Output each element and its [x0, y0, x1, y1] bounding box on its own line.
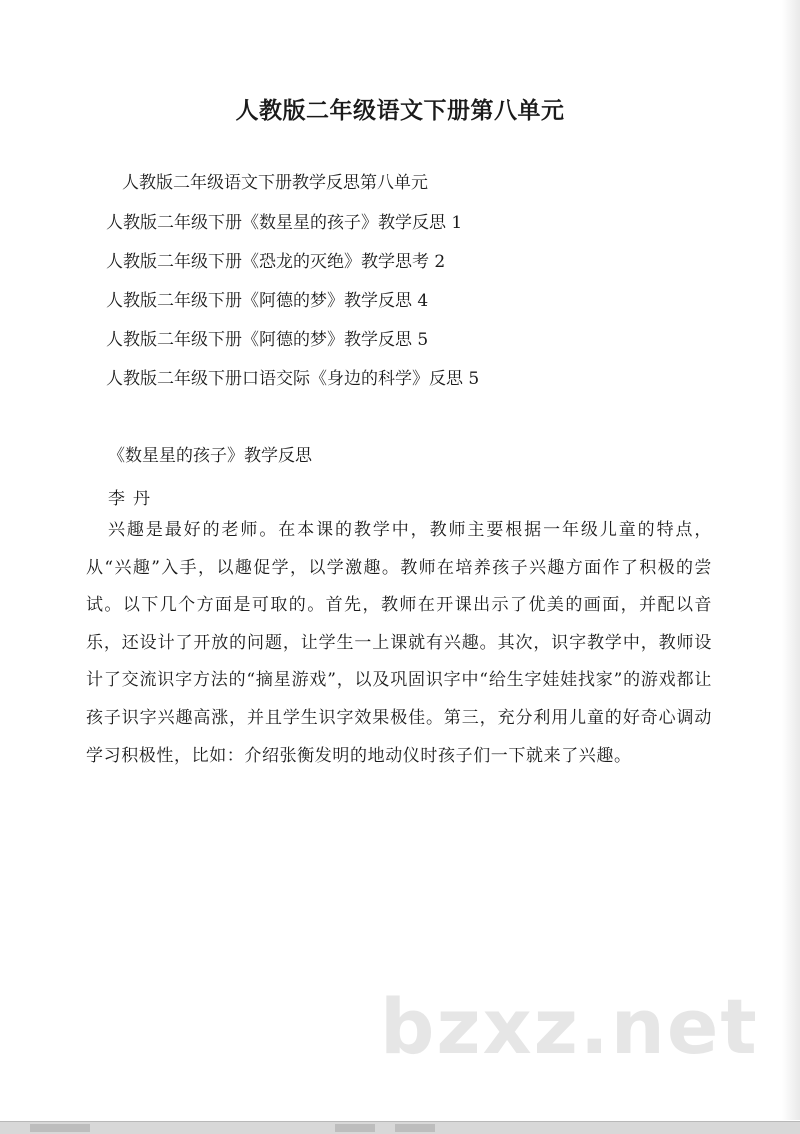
toc-item: 人教版二年级下册《阿德的梦》教学反思 5	[106, 330, 429, 350]
site-watermark: bzxz.net	[380, 982, 759, 1071]
toc-item: 人教版二年级下册《数星星的孩子》教学反思 1	[106, 213, 463, 233]
author-name: 李丹	[108, 489, 158, 509]
page-edge-shadow	[782, 0, 800, 1120]
toc-item: 人教版二年级下册口语交际《身边的科学》反思 5	[106, 369, 480, 389]
toc-item: 人教版二年级下册《恐龙的灭绝》教学思考 2	[106, 252, 446, 272]
toc-heading: 人教版二年级语文下册教学反思第八单元	[122, 173, 428, 193]
bottom-bar-segment	[335, 1124, 375, 1132]
bottom-bar-segment	[395, 1124, 435, 1132]
bottom-bar-segment	[30, 1124, 90, 1132]
viewer-bottom-bar	[0, 1121, 800, 1134]
document-title: 人教版二年级语文下册第八单元	[235, 98, 565, 124]
body-paragraph: 兴趣是最好的老师。在本课的教学中，教师主要根据一年级儿童的特点，从“兴趣”入手，以趣促学，以学激趣。教师在培养孩子兴趣方面作了积极的尝试。以下几个方面是可取的。首先，教师在开课出示了优美的画面，并配以音乐，还设计了开放的问题，让学生一上课就有兴趣。其次，识字教学中，教师设计了交流识字方法的“摘星游戏”，以及巩固识字中“给生字娃娃找家”的游戏都让孩子识字兴趣高涨，并且学生识字效果极佳。第三，充分利用儿童的好奇心调动学习积极性，比如：介绍张衡发明的地动仪时孩子们一下就来了兴趣。	[86, 520, 712, 766]
toc-item: 人教版二年级下册《阿德的梦》教学反思 4	[106, 291, 429, 311]
section-title: 《数星星的孩子》教学反思	[108, 446, 312, 466]
